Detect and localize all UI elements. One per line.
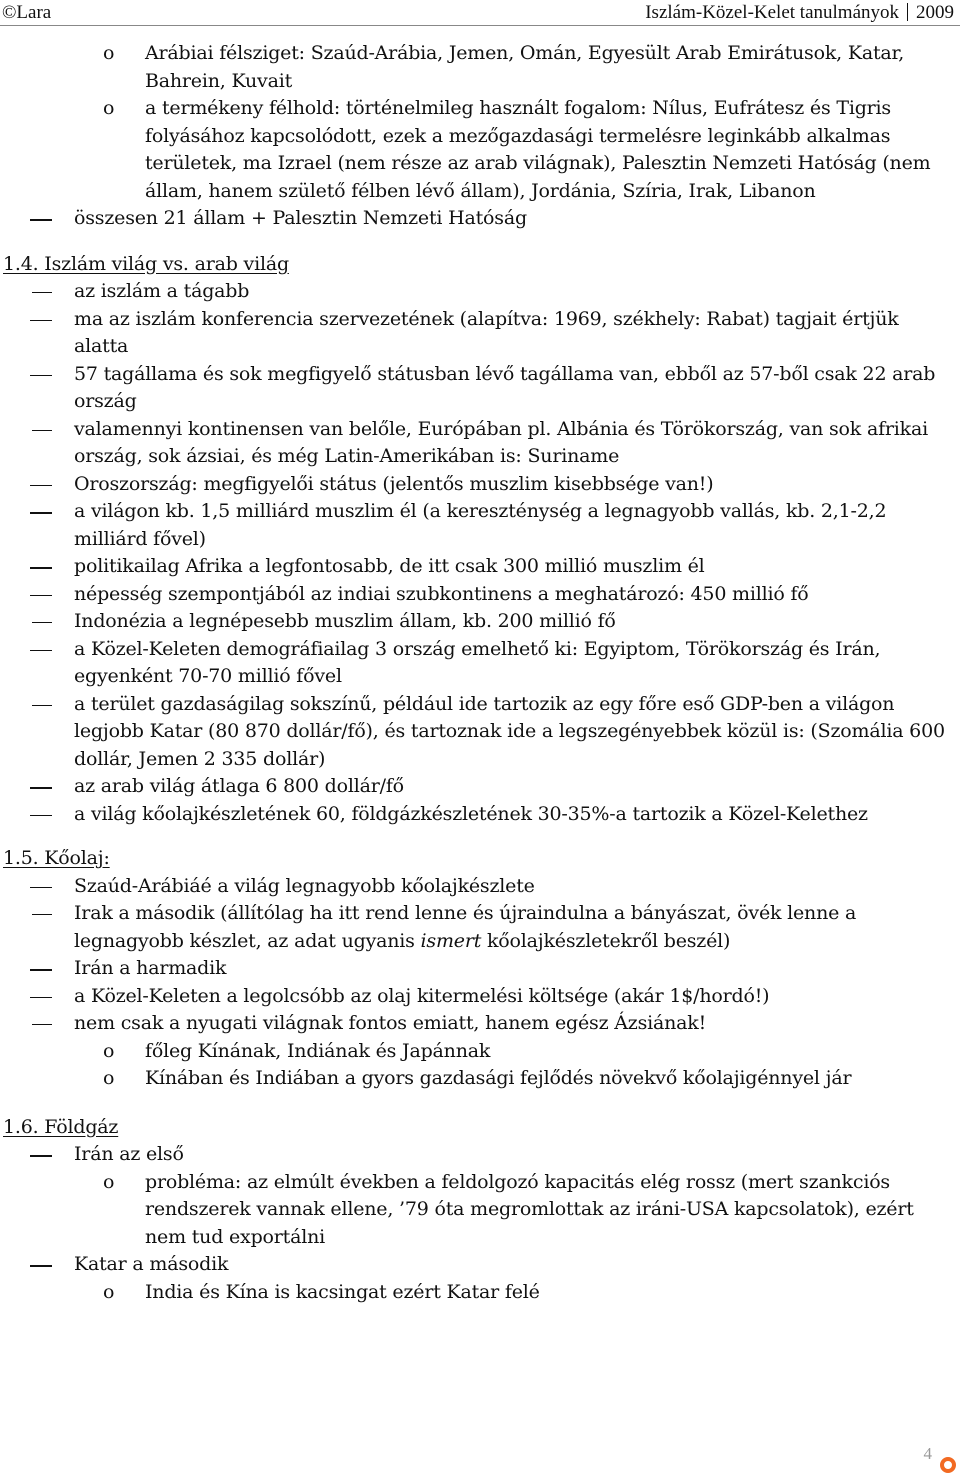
bullet-text: az arab világ átlaga 6 800 dollár/fő xyxy=(74,775,404,797)
bullet-text: Szaúd-Arábiáé a világ legnagyobb kőolajkészlete xyxy=(74,874,535,897)
bullet-text: Irán a harmadik xyxy=(74,957,227,979)
dash-bullet-icon xyxy=(32,622,52,623)
bullet-item xyxy=(0,608,950,636)
sub-bullet-item xyxy=(0,95,950,205)
bullet-item xyxy=(0,498,950,553)
sub-bullet-item xyxy=(0,1038,950,1066)
dash-bullet-icon xyxy=(30,485,52,487)
sub-bullet-text: Arábiai félsziget: Szaúd-Arábia, Jemen, Omán, Egyesült Arab Emirátusok, Katar, Bahrein, Kuvait xyxy=(145,42,905,92)
document-body xyxy=(0,40,950,1306)
bullet-text: ma az iszlám konferencia szervezetének (alapítva: 1969, székhely: Rabat) tagjait értjük alatta xyxy=(74,307,899,357)
bullet-text: a világon kb. 1,5 milliárd muszlim él (a kereszténység a legnagyobb vallás, kb. 2,1-2,2 milliárd fővel) xyxy=(74,500,887,550)
dash-bullet-icon xyxy=(32,705,52,706)
dash-bullet-icon xyxy=(30,320,52,322)
dash-bullet-icon xyxy=(30,997,52,999)
sub-bullet-item xyxy=(0,1065,950,1093)
bullet-item xyxy=(0,801,950,829)
sub-bullet-text: India és Kína is kacsingat ezért Katar felé xyxy=(145,1280,540,1303)
bullet-item xyxy=(0,773,950,801)
bullet-text: 57 tagállama és sok megfigyelő státusban lévő tagállama van, ebből az 57-ből csak 22 arab ország xyxy=(74,362,936,412)
sub-bullet-text: Kínában és Indiában a gyors gazdasági fejlődés növekvő kőolajigénnyel jár xyxy=(145,1067,852,1089)
dash-bullet-icon xyxy=(30,650,52,652)
bullet-text: a világ kőolajkészletének 60, földgázkészletének 30-35%-a tartozik a Közel-Kelethez xyxy=(74,802,868,825)
bullet-item xyxy=(0,581,950,609)
bullet-item xyxy=(0,691,950,774)
dash-bullet-icon xyxy=(32,1024,52,1025)
dash-bullet-icon xyxy=(30,787,52,789)
page-header xyxy=(0,0,960,26)
bullet-text: a Közel-Keleten a legolcsóbb az olaj kitermelési költsége (akár 1$/hordó!) xyxy=(74,984,770,1007)
dash-bullet-icon xyxy=(32,430,52,431)
bullet-item xyxy=(0,955,950,983)
bullet-item xyxy=(0,1251,950,1279)
header-author: ©Lara xyxy=(2,2,52,23)
sub-bullet-text: probléma: az elmúlt években a feldolgozó kapacitás elég rossz (mert szankciós rendszerek vannak ellene, ’79 óta megromlottak az iráni-USA kapcsolatok), ezért nem tud exportálni xyxy=(145,1170,914,1248)
header-separator xyxy=(907,3,908,21)
bullet-text: az iszlám a tágabb xyxy=(74,280,250,302)
bullet-item xyxy=(0,471,950,499)
dash-bullet-icon xyxy=(30,1155,52,1157)
bullet-item xyxy=(0,278,950,306)
header-year: 2009 xyxy=(916,2,954,23)
spacer xyxy=(0,1093,950,1114)
sub-bullet-text: főleg Kínának, Indiának és Japánnak xyxy=(145,1039,491,1062)
dash-bullet-icon xyxy=(30,595,52,597)
bullet-item xyxy=(0,1141,950,1169)
bullet-text: Oroszország: megfigyelői státus (jelentős muszlim kisebbsége van!) xyxy=(74,472,714,495)
section-heading-text: 1.4. Iszlám világ vs. arab világ xyxy=(3,252,289,275)
dash-bullet-icon xyxy=(30,887,52,889)
section-heading-text: 1.6. Földgáz xyxy=(3,1115,119,1138)
bullet-text: Irak a második (állítólag ha itt rend lenne és újraindulna a bányászat, övék lenne a legnagyobb készlet, az adat ugyanis xyxy=(74,902,857,952)
bullet-text: kőolajkészletekről beszél) xyxy=(481,929,731,952)
bullet-item xyxy=(0,636,950,691)
circle-bullet-icon: o xyxy=(103,1039,115,1062)
dash-bullet-icon xyxy=(30,375,52,377)
spacer xyxy=(0,828,950,845)
bullet-text: a terület gazdaságilag sokszínű, például ide tartozik az egy főre eső GDP-ben a világon legjobb Katar (80 870 dollár/fő), és tartoznak ide a legszegényebbek közül is: (Szomália 600 dollár, Jemen 2 335 dollár) xyxy=(74,692,945,770)
dash-bullet-icon xyxy=(32,292,52,293)
logo-icon xyxy=(940,1457,956,1473)
bullet-item xyxy=(0,416,950,471)
bullet-item xyxy=(0,306,950,361)
dash-bullet-icon xyxy=(30,219,52,221)
header-rule xyxy=(0,25,960,26)
dash-bullet-icon xyxy=(30,969,52,971)
section-heading xyxy=(0,251,950,279)
bullet-item xyxy=(0,873,950,901)
bullet-item xyxy=(0,361,950,416)
spacer xyxy=(0,233,950,251)
bullet-item xyxy=(0,900,950,955)
bullet-text: politikailag Afrika a legfontosabb, de itt csak 300 millió muszlim él xyxy=(74,555,705,577)
bullet-text: Irán az első xyxy=(74,1143,184,1165)
sub-bullet-item xyxy=(0,40,950,95)
dash-bullet-icon xyxy=(30,567,52,569)
dash-bullet-icon xyxy=(32,914,52,915)
bullet-text-italic: ismert xyxy=(420,929,482,952)
page-number: 4 xyxy=(923,1444,932,1463)
bullet-text: valamennyi kontinensen van belőle, Európában pl. Albánia és Törökország, van sok afrikai ország, sok ázsiai, és még Latin-Amerikában is: Suriname xyxy=(74,417,928,467)
header-title-block xyxy=(645,2,954,24)
sub-bullet-item xyxy=(0,1279,950,1307)
dash-bullet-icon xyxy=(30,512,52,514)
circle-bullet-icon: o xyxy=(103,97,115,119)
bullet-text: népesség szempontjából az indiai szubkontinens a meghatározó: 450 millió fő xyxy=(74,582,809,605)
circle-bullet-icon: o xyxy=(103,42,115,64)
bullet-item xyxy=(0,1010,950,1038)
sub-bullet-text: a termékeny félhold: történelmileg használt fogalom: Nílus, Eufrátesz és Tigris folyásához kapcsolódott, ezek a mezőgazdasági termelésre leginkább alkalmas területek, ma Izrael (nem része az arab világnak), Palesztin Nemzeti Hatóság (nem állam, hanem születő félben lévő állam), Jordánia, Szíria, Irak, Libanon xyxy=(145,97,931,202)
bullet-item xyxy=(0,205,950,233)
bullet-item xyxy=(0,983,950,1011)
bullet-text: nem csak a nyugati világnak fontos emiatt, hanem egész Ázsiának! xyxy=(74,1012,707,1034)
circle-bullet-icon: o xyxy=(103,1280,115,1303)
bullet-text: a Közel-Keleten demográfiailag 3 ország emelhető ki: Egyiptom, Törökország és Irán, egyenként 70-70 millió fővel xyxy=(74,637,881,687)
bullet-item xyxy=(0,553,950,581)
section-heading xyxy=(0,1114,950,1142)
dash-bullet-icon xyxy=(30,815,52,817)
circle-bullet-icon: o xyxy=(103,1067,115,1089)
circle-bullet-icon: o xyxy=(103,1170,115,1193)
section-heading xyxy=(0,845,950,873)
header-title: Iszlám-Közel-Kelet tanulmányok xyxy=(645,2,899,23)
bullet-text: összesen 21 állam + Palesztin Nemzeti Hatóság xyxy=(74,207,527,229)
section-heading-text: 1.5. Kőolaj: xyxy=(3,847,110,869)
dash-bullet-icon xyxy=(30,1265,52,1267)
bullet-text: Katar a második xyxy=(74,1253,229,1275)
sub-bullet-item xyxy=(0,1169,950,1252)
bullet-text: Indonézia a legnépesebb muszlim állam, kb. 200 millió fő xyxy=(74,610,616,632)
